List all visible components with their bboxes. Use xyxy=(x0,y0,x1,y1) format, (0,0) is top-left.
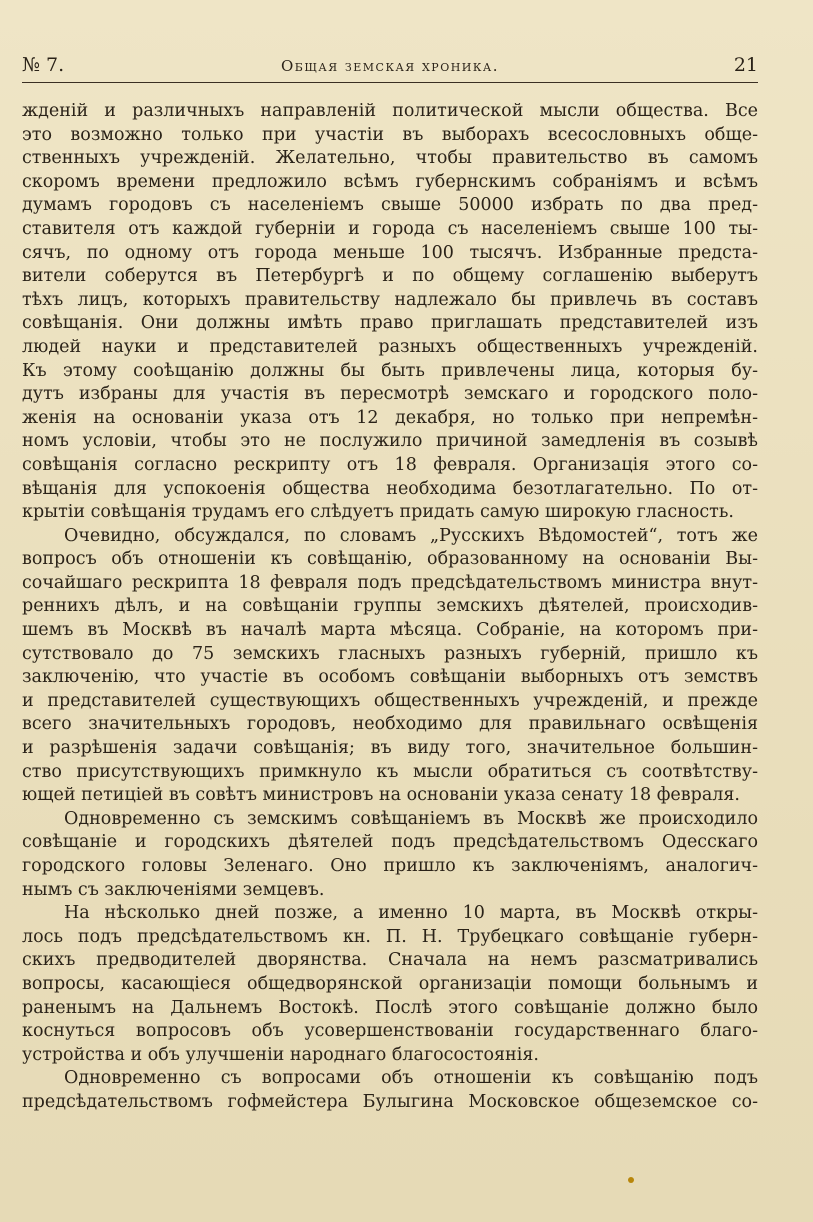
text-line: ство присутствующихъ примкнуло къ мысли обратиться съ соотвѣтству- xyxy=(22,761,758,782)
running-header xyxy=(22,52,758,83)
text-line: думамъ городовъ съ населеніемъ свыше 50000 избрать по два пред- xyxy=(22,195,758,216)
text-line: сутствовало до 75 земскихъ гласныхъ разныхъ губерній, пришло къ xyxy=(22,643,758,664)
text-line: Одновременно съ земскимъ совѣщаніемъ въ Москвѣ же происходило xyxy=(64,808,758,829)
text-line: ставителя отъ каждой губерніи и города съ населеніемъ свыше 100 ты- xyxy=(22,218,758,239)
text-line: лось подъ предсѣдательствомъ кн. П. Н. Трубецкаго совѣщаніе губерн- xyxy=(22,926,758,947)
text-line: скихъ предводителей дворянства. Сначала на немъ разсматривались xyxy=(22,950,758,971)
text-line: вѣщанія для успокоенія общества необходима безотлагательно. По от- xyxy=(22,478,758,499)
text-line: тѣхъ лицъ, которыхъ правительству надлежало бы привлечь въ составъ xyxy=(22,289,758,310)
issue-number: № 7. xyxy=(22,54,65,76)
text-line: жденій и различныхъ направленій политической мысли общества. Все xyxy=(22,101,758,121)
text-line: вопросы, касающіеся общедворянской организаціи помощи больнымъ и xyxy=(22,973,758,994)
text-line: совѣщанія согласно рескрипту отъ 18 февраля. Организація этого со- xyxy=(22,454,758,475)
ink-speck xyxy=(628,1177,634,1183)
text-line: совѣщанія. Они должны имѣть право приглашать представителей изъ xyxy=(22,313,758,334)
text-line: вопросъ объ отношеніи къ совѣщанію, образованному на основаніи Вы- xyxy=(22,549,758,570)
text-line: На нѣсколько дней позже, а именно 10 марта, въ Москвѣ откры- xyxy=(64,903,758,924)
text-line: людей науки и представителей разныхъ общественныхъ учрежденій. xyxy=(22,336,758,357)
text-line: раненымъ на Дальнемъ Востокѣ. Послѣ этого совѣщаніе должно было xyxy=(22,997,758,1018)
text-line: номъ условіи, чтобы это не послужило причиной замедленія въ созывѣ xyxy=(22,431,758,452)
text-line: всего значительныхъ городовъ, необходимо для правильнаго освѣщенія xyxy=(22,714,758,735)
text-line: Къ этому сооѣщанію должны бы быть привлечены лица, которыя бу- xyxy=(22,360,758,381)
text-line: городского головы Зеленаго. Оно пришло къ заключеніямъ, аналогич- xyxy=(22,856,758,876)
text-line: и разрѣшенія задачи совѣщанія; въ виду того, значительное большин- xyxy=(22,738,758,759)
text-line: заключенію, что участіе въ особомъ совѣщаніи выборныхъ отъ земствъ xyxy=(22,667,758,688)
text-line: реннихъ дѣлъ, и на совѣщаніи группы земскихъ дѣятелей, происходив- xyxy=(22,596,758,617)
text-line: ственныхъ учрежденій. Желательно, чтобы правительство въ самомъ xyxy=(22,148,758,169)
text-line: устройства и объ улучшеніи народнаго благосостоянія. xyxy=(22,1044,539,1065)
text-line: ющей петиціей въ совѣтъ министровъ на основаніи указа сенату 18 февраля. xyxy=(22,785,740,806)
text-line: и представителей существующихъ общественныхъ учрежденій, и прежде xyxy=(22,690,758,711)
text-line: Очевидно, обсуждался, по словамъ „Русскихъ Вѣдомостей“, тотъ же xyxy=(64,525,758,546)
text-line: женія на основаніи указа отъ 12 декабря, но только при непремѣн- xyxy=(22,407,758,428)
text-line: совѣщаніе и городскихъ дѣятелей подъ предсѣдательствомъ Одесскаго xyxy=(22,832,758,853)
text-line: Одновременно съ вопросами объ отношеніи къ совѣщанію подъ xyxy=(64,1068,758,1089)
text-line: сочайшаго рескрипта 18 февраля подъ предсѣдательствомъ министра внут- xyxy=(22,572,758,593)
text-line: нымъ съ заключеніями земцевъ. xyxy=(22,879,325,900)
text-line: это возможно только при участіи въ выборахъ всесословныхъ обще- xyxy=(22,124,758,145)
text-line: предсѣдательствомъ гофмейстера Булыгина Московское общеземское со- xyxy=(22,1091,758,1112)
text-line: шемъ въ Москвѣ въ началѣ марта мѣсяца. Собраніе, на которомъ при- xyxy=(22,620,758,641)
page-number: 21 xyxy=(733,54,758,76)
text-line: скоромъ времени предложило всѣмъ губернскимъ собраніямъ и всѣмъ xyxy=(22,171,758,192)
text-line: крытіи совѣщанія трудамъ его слѣдуетъ придать самую широкую гласность. xyxy=(22,502,734,523)
article-body xyxy=(22,100,758,1115)
text-line: коснуться вопросовъ объ усовершенствованіи государственнаго благо- xyxy=(22,1021,758,1042)
text-line: дутъ избраны для участія въ пересмотрѣ земскаго и городского поло- xyxy=(22,384,758,405)
text-line: сячъ, по одному отъ города меньше 100 тысячъ. Избранные предста- xyxy=(22,242,758,263)
text-line: вители соберутся въ Петербургѣ и по общему соглашенію выберутъ xyxy=(22,266,758,287)
running-title: Общая земская хроника. xyxy=(280,57,500,75)
